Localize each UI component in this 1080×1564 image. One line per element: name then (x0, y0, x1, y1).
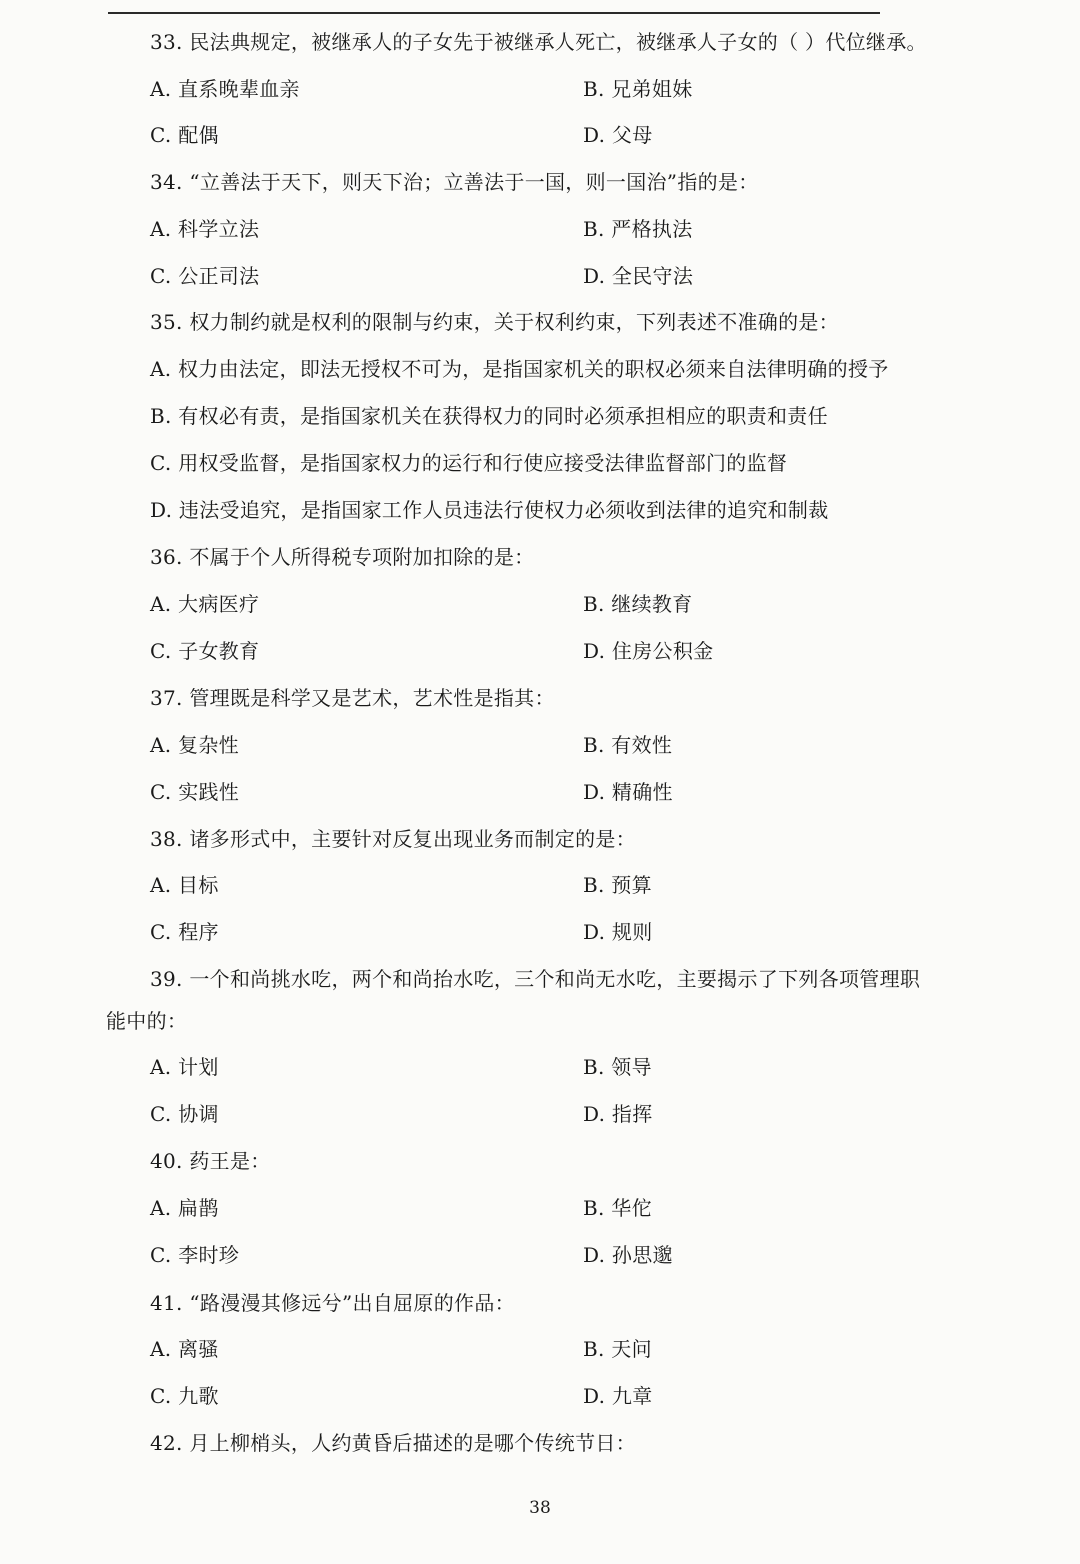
question-36-stem: 36. 不属于个人所得税专项附加扣除的是： (150, 545, 535, 569)
question-36-option-a: A. 大病医疗 (150, 592, 260, 616)
question-41-option-c: C. 九歌 (150, 1384, 219, 1408)
question-37-option-b: B. 有效性 (583, 733, 673, 757)
question-40-stem: 40. 药王是： (150, 1149, 271, 1173)
question-34-stem: 34. “立善法于天下，则天下治；立善法于一国，则一国治”指的是： (150, 170, 759, 194)
question-34-option-d: D. 全民守法 (583, 264, 694, 288)
question-40-option-a: A. 扁鹊 (150, 1196, 219, 1220)
question-40-option-d: D. 孙思邈 (583, 1243, 673, 1267)
question-38-stem: 38. 诸多形式中，主要针对反复出现业务而制定的是： (150, 827, 636, 851)
question-35-option-a: A. 权力由法定，即法无授权不可为，是指国家机关的职权必须来自法律明确的授予 (150, 357, 889, 381)
question-37-option-c: C. 实践性 (150, 780, 240, 804)
question-38-option-b: B. 预算 (583, 873, 652, 897)
question-42-stem: 42. 月上柳梢头，人约黄昏后描述的是哪个传统节日： (150, 1431, 636, 1455)
question-33-option-a: A. 直系晚辈血亲 (150, 77, 300, 101)
question-39-option-d: D. 指挥 (583, 1102, 653, 1126)
question-34-option-b: B. 严格执法 (583, 217, 693, 241)
question-35-stem: 35. 权力制约就是权利的限制与约束，关于权利约束，下列表述不准确的是： (150, 310, 839, 334)
question-33-option-d: D. 父母 (583, 123, 653, 147)
question-40-option-b: B. 华佗 (583, 1196, 652, 1220)
question-39-option-c: C. 协调 (150, 1102, 219, 1126)
question-35-option-b: B. 有权必有责，是指国家机关在获得权力的同时必须承担相应的职责和责任 (150, 404, 828, 428)
question-33-option-b: B. 兄弟姐妹 (583, 77, 693, 101)
question-36-option-d: D. 住房公积金 (583, 639, 714, 663)
question-38-option-a: A. 目标 (150, 873, 219, 897)
question-38-option-c: C. 程序 (150, 920, 219, 944)
question-41-option-b: B. 天问 (583, 1337, 652, 1361)
question-35-option-c: C. 用权受监督，是指国家权力的运行和行使应接受法律监督部门的监督 (150, 451, 788, 475)
question-34-option-c: C. 公正司法 (150, 264, 260, 288)
question-39-stem-continued: 能中的： (106, 1009, 188, 1033)
question-33-option-c: C. 配偶 (150, 123, 219, 147)
question-39-stem: 39. 一个和尚挑水吃，两个和尚抬水吃，三个和尚无水吃，主要揭示了下列各项管理职 (150, 967, 921, 991)
page-number: 38 (529, 1498, 551, 1518)
question-40-option-c: C. 李时珍 (150, 1243, 240, 1267)
question-33-stem: 33. 民法典规定，被继承人的子女先于被继承人死亡，被继承人子女的（ ）代位继承。 (150, 30, 927, 54)
question-37-option-a: A. 复杂性 (150, 733, 239, 757)
question-36-option-c: C. 子女教育 (150, 639, 260, 663)
question-39-option-a: A. 计划 (150, 1055, 219, 1079)
question-34-option-a: A. 科学立法 (150, 217, 260, 241)
question-41-option-d: D. 九章 (583, 1384, 653, 1408)
question-39-option-b: B. 领导 (583, 1055, 652, 1079)
question-41-stem: 41. “路漫漫其修远兮”出自屈原的作品： (150, 1291, 515, 1315)
question-41-option-a: A. 离骚 (150, 1337, 219, 1361)
question-38-option-d: D. 规则 (583, 920, 653, 944)
question-37-option-d: D. 精确性 (583, 780, 673, 804)
question-36-option-b: B. 继续教育 (583, 592, 693, 616)
question-35-option-d: D. 违法受追究，是指国家工作人员违法行使权力必须收到法律的追究和制裁 (150, 498, 829, 522)
question-37-stem: 37. 管理既是科学又是艺术，艺术性是指其： (150, 686, 555, 710)
